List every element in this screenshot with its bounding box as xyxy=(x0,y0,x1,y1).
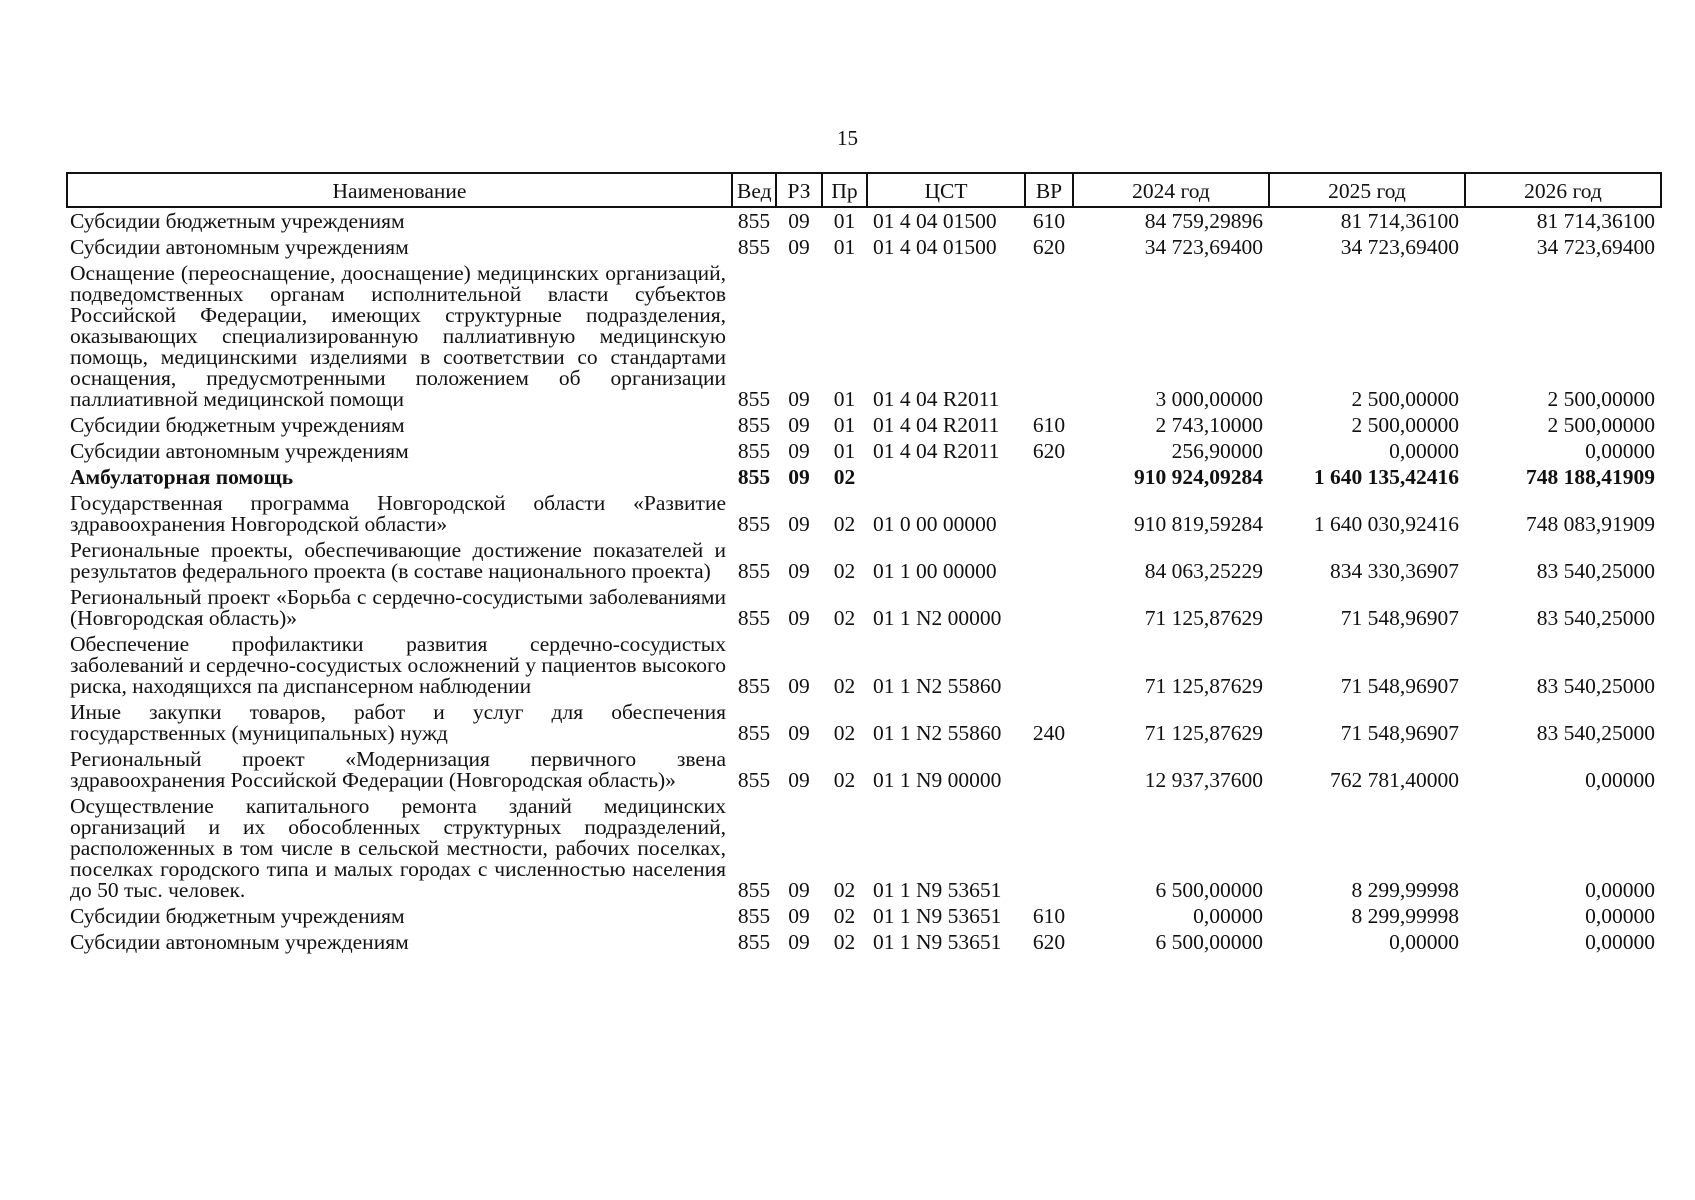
cell-pr: 02 xyxy=(833,930,856,954)
cell-rz: 09 xyxy=(788,439,810,463)
cell-vr: 620 xyxy=(1032,235,1066,259)
cell-vr: 610 xyxy=(1032,904,1066,928)
table-row xyxy=(67,207,1661,234)
table-row xyxy=(67,631,1661,699)
cell-name: Субсидии автономным учреждениям xyxy=(70,235,409,259)
cell-cst: 01 4 04 R2011 xyxy=(873,387,1000,411)
cell-2024: 0,00000 xyxy=(1193,904,1263,928)
cell-2026: 0,00000 xyxy=(1585,768,1655,792)
cell-name: Осуществление капитального ремонта зданий медицинских организаций и их обособленных структурных подразделений, расположенных в том числе в сельской местности, рабочих поселках, поселках городского типа и малых городах с численностью населения до 50 тыс. человек. xyxy=(70,794,726,902)
cell-ved: 855 xyxy=(737,721,771,745)
cell-rz: 09 xyxy=(788,465,810,489)
cell-rz: 09 xyxy=(788,878,810,902)
cell-vr: 610 xyxy=(1032,209,1066,233)
cell-cst: 01 1 N9 53651 xyxy=(873,904,1002,928)
cell-vr: 620 xyxy=(1032,930,1066,954)
cell-2026: 2 500,00000 xyxy=(1547,413,1655,437)
cell-pr: 01 xyxy=(833,439,856,463)
cell-2025: 81 714,36100 xyxy=(1340,209,1459,233)
cell-rz: 09 xyxy=(788,387,810,411)
table-row xyxy=(67,929,1661,955)
cell-2025: 834 330,36907 xyxy=(1330,559,1459,583)
cell-cst: 01 4 04 R2011 xyxy=(873,413,1000,437)
cell-ved: 855 xyxy=(737,606,771,630)
cell-pr: 02 xyxy=(833,512,856,536)
cell-rz: 09 xyxy=(788,606,810,630)
table-body xyxy=(67,207,1661,955)
table-row xyxy=(67,260,1661,412)
cell-2026: 0,00000 xyxy=(1585,904,1655,928)
cell-2024: 910 819,59284 xyxy=(1134,512,1263,536)
cell-name: Субсидии бюджетным учреждениям xyxy=(70,209,405,233)
cell-2026: 748 188,41909 xyxy=(1526,465,1655,489)
cell-2026: 2 500,00000 xyxy=(1547,387,1655,411)
cell-rz: 09 xyxy=(788,674,810,698)
cell-pr: 01 xyxy=(833,235,856,259)
cell-ved: 855 xyxy=(737,413,771,437)
cell-pr: 02 xyxy=(833,674,856,698)
cell-ved: 855 xyxy=(737,512,771,536)
cell-vr xyxy=(1025,631,1073,699)
cell-pr: 02 xyxy=(833,878,856,902)
cell-pr: 02 xyxy=(833,559,856,583)
table-row xyxy=(67,537,1661,584)
cell-2025: 71 548,96907 xyxy=(1340,721,1459,745)
cell-ved: 855 xyxy=(737,235,771,259)
cell-2024: 910 924,09284 xyxy=(1134,465,1263,489)
cell-2026: 83 540,25000 xyxy=(1536,721,1655,745)
cell-vr: 620 xyxy=(1032,439,1066,463)
cell-2026: 34 723,69400 xyxy=(1536,235,1655,259)
cell-rz: 09 xyxy=(788,559,810,583)
table-row xyxy=(67,584,1661,631)
cell-vr xyxy=(1025,260,1073,412)
cell-name: Амбулаторная помощь xyxy=(70,465,294,489)
cell-2026: 748 083,91909 xyxy=(1526,512,1655,536)
cell-2026: 83 540,25000 xyxy=(1536,674,1655,698)
cell-name: Региональный проект «Борьба с сердечно-сосудистыми заболеваниями (Новгородская область)» xyxy=(70,585,726,630)
cell-cst: 01 4 04 R2011 xyxy=(873,439,1000,463)
table-row xyxy=(67,412,1661,438)
cell-name: Обеспечение профилактики развития сердечно-сосудистых заболеваний и сердечно-сосудистых осложнений у пациентов высокого риска, находящихся па диспансерном наблюдении xyxy=(70,632,726,698)
cell-2025: 8 299,99998 xyxy=(1351,878,1459,902)
cell-ved: 855 xyxy=(737,674,771,698)
cell-vr: 240 xyxy=(1032,721,1066,745)
cell-2024: 71 125,87629 xyxy=(1144,674,1263,698)
cell-2024: 6 500,00000 xyxy=(1155,930,1263,954)
cell-pr: 01 xyxy=(833,209,856,233)
cell-cst: 01 4 04 01500 xyxy=(873,209,997,233)
cell-2024: 71 125,87629 xyxy=(1144,721,1263,745)
cell-pr: 02 xyxy=(833,465,856,489)
cell-2026: 83 540,25000 xyxy=(1536,606,1655,630)
cell-2026: 83 540,25000 xyxy=(1536,559,1655,583)
cell-2025: 1 640 135,42416 xyxy=(1313,465,1459,489)
table-row xyxy=(67,234,1661,260)
cell-rz: 09 xyxy=(788,904,810,928)
cell-rz: 09 xyxy=(788,721,810,745)
cell-ved: 855 xyxy=(737,878,771,902)
cell-name: Региональный проект «Модернизация первичного звена здравоохранения Российской Федерации (Новгородская область)» xyxy=(70,747,726,792)
cell-cst: 01 1 N9 00000 xyxy=(873,768,1002,792)
cell-ved: 855 xyxy=(737,209,771,233)
cell-cst: 01 0 00 00000 xyxy=(873,512,997,536)
cell-2026: 0,00000 xyxy=(1585,930,1655,954)
cell-ved: 855 xyxy=(737,439,771,463)
page-number: 15 xyxy=(837,126,858,150)
cell-name: Субсидии автономным учреждениям xyxy=(70,439,409,463)
cell-2024: 34 723,69400 xyxy=(1144,235,1263,259)
cell-cst: 01 1 00 00000 xyxy=(873,559,997,583)
table-row xyxy=(67,746,1661,793)
cell-2025: 1 640 030,92416 xyxy=(1313,512,1459,536)
cell-cst: 01 1 N2 55860 xyxy=(873,721,1002,745)
cell-vr xyxy=(1025,793,1073,903)
cell-name: Иные закупки товаров, работ и услуг для обеспечения государственных (муниципальных) нужд xyxy=(70,700,726,745)
cell-2025: 0,00000 xyxy=(1389,439,1459,463)
cell-2024: 71 125,87629 xyxy=(1144,606,1263,630)
cell-ved: 855 xyxy=(737,930,771,954)
cell-rz: 09 xyxy=(788,235,810,259)
cell-2025: 2 500,00000 xyxy=(1351,387,1459,411)
table-row xyxy=(67,793,1661,903)
table-row xyxy=(67,903,1661,929)
cell-pr: 01 xyxy=(833,387,856,411)
cell-name: Субсидии бюджетным учреждениям xyxy=(70,413,405,437)
header-2026: 2026 год xyxy=(1465,173,1661,207)
cell-ved: 855 xyxy=(737,387,771,411)
cell-ved: 855 xyxy=(737,559,771,583)
header-vr: ВР xyxy=(1025,173,1073,207)
cell-2024: 12 937,37600 xyxy=(1144,768,1263,792)
cell-2024: 256,90000 xyxy=(1171,439,1263,463)
cell-2025: 71 548,96907 xyxy=(1340,606,1459,630)
cell-name: Субсидии автономным учреждениям xyxy=(70,930,409,954)
cell-name: Региональные проекты, обеспечивающие достижение показателей и результатов федерального проекта (в составе национального проекта) xyxy=(70,538,726,583)
cell-pr: 02 xyxy=(833,768,856,792)
cell-2026: 81 714,36100 xyxy=(1536,209,1655,233)
cell-cst: 01 1 N2 00000 xyxy=(873,606,1002,630)
table-row xyxy=(67,699,1661,746)
cell-cst: 01 4 04 01500 xyxy=(873,235,997,259)
cell-2026: 0,00000 xyxy=(1585,878,1655,902)
cell-pr: 02 xyxy=(833,904,856,928)
cell-rz: 09 xyxy=(788,209,810,233)
cell-2025: 34 723,69400 xyxy=(1340,235,1459,259)
table-row xyxy=(67,438,1661,464)
header-cst: ЦСТ xyxy=(867,173,1025,207)
cell-vr xyxy=(1025,464,1073,490)
cell-2024: 2 743,10000 xyxy=(1155,413,1263,437)
cell-name: Государственная программа Новгородской области «Развитие здравоохранения Новгородской области» xyxy=(70,491,726,536)
header-name: Наименование xyxy=(67,173,732,207)
cell-rz: 09 xyxy=(788,768,810,792)
cell-2026: 0,00000 xyxy=(1585,439,1655,463)
cell-name: Оснащение (переоснащение, дооснащение) медицинских организаций, подведомственных органам исполнительной власти субъектов Российской Федерации, имеющих структурные подразделения, оказывающих специализированную паллиативную медицинскую помощь, медицинскими изделиями в соответствии со стандартами оснащения, предусмотренными положением об организации паллиативной медицинской помощи xyxy=(70,261,726,411)
cell-name: Субсидии бюджетным учреждениям xyxy=(70,904,405,928)
header-pr: Пр xyxy=(822,173,867,207)
cell-rz: 09 xyxy=(788,930,810,954)
cell-2025: 2 500,00000 xyxy=(1351,413,1459,437)
cell-cst: 01 1 N9 53651 xyxy=(873,878,1002,902)
table-header-row xyxy=(67,173,1661,207)
cell-2025: 762 781,40000 xyxy=(1330,768,1459,792)
table-row xyxy=(67,490,1661,537)
header-2024: 2024 год xyxy=(1073,173,1269,207)
cell-pr: 01 xyxy=(833,413,856,437)
cell-2025: 0,00000 xyxy=(1389,930,1459,954)
cell-vr: 610 xyxy=(1032,413,1066,437)
cell-ved: 855 xyxy=(737,904,771,928)
cell-2024: 84 759,29896 xyxy=(1144,209,1263,233)
cell-pr: 02 xyxy=(833,721,856,745)
cell-pr: 02 xyxy=(833,606,856,630)
cell-cst xyxy=(867,464,1025,490)
header-2025: 2025 год xyxy=(1269,173,1465,207)
cell-cst: 01 1 N9 53651 xyxy=(873,930,1002,954)
cell-2024: 6 500,00000 xyxy=(1155,878,1263,902)
cell-vr xyxy=(1025,490,1073,537)
cell-cst: 01 1 N2 55860 xyxy=(873,674,1002,698)
cell-vr xyxy=(1025,746,1073,793)
cell-ved: 855 xyxy=(737,465,771,489)
cell-vr xyxy=(1025,537,1073,584)
cell-ved: 855 xyxy=(737,768,771,792)
cell-2024: 84 063,25229 xyxy=(1144,559,1263,583)
cell-rz: 09 xyxy=(788,413,810,437)
header-ved: Вед xyxy=(732,173,776,207)
cell-vr xyxy=(1025,584,1073,631)
header-rz: РЗ xyxy=(776,173,822,207)
cell-2025: 71 548,96907 xyxy=(1340,674,1459,698)
table-row xyxy=(67,464,1661,490)
budget-table xyxy=(66,172,1662,955)
cell-2024: 3 000,00000 xyxy=(1155,387,1263,411)
cell-rz: 09 xyxy=(788,512,810,536)
cell-2025: 8 299,99998 xyxy=(1351,904,1459,928)
